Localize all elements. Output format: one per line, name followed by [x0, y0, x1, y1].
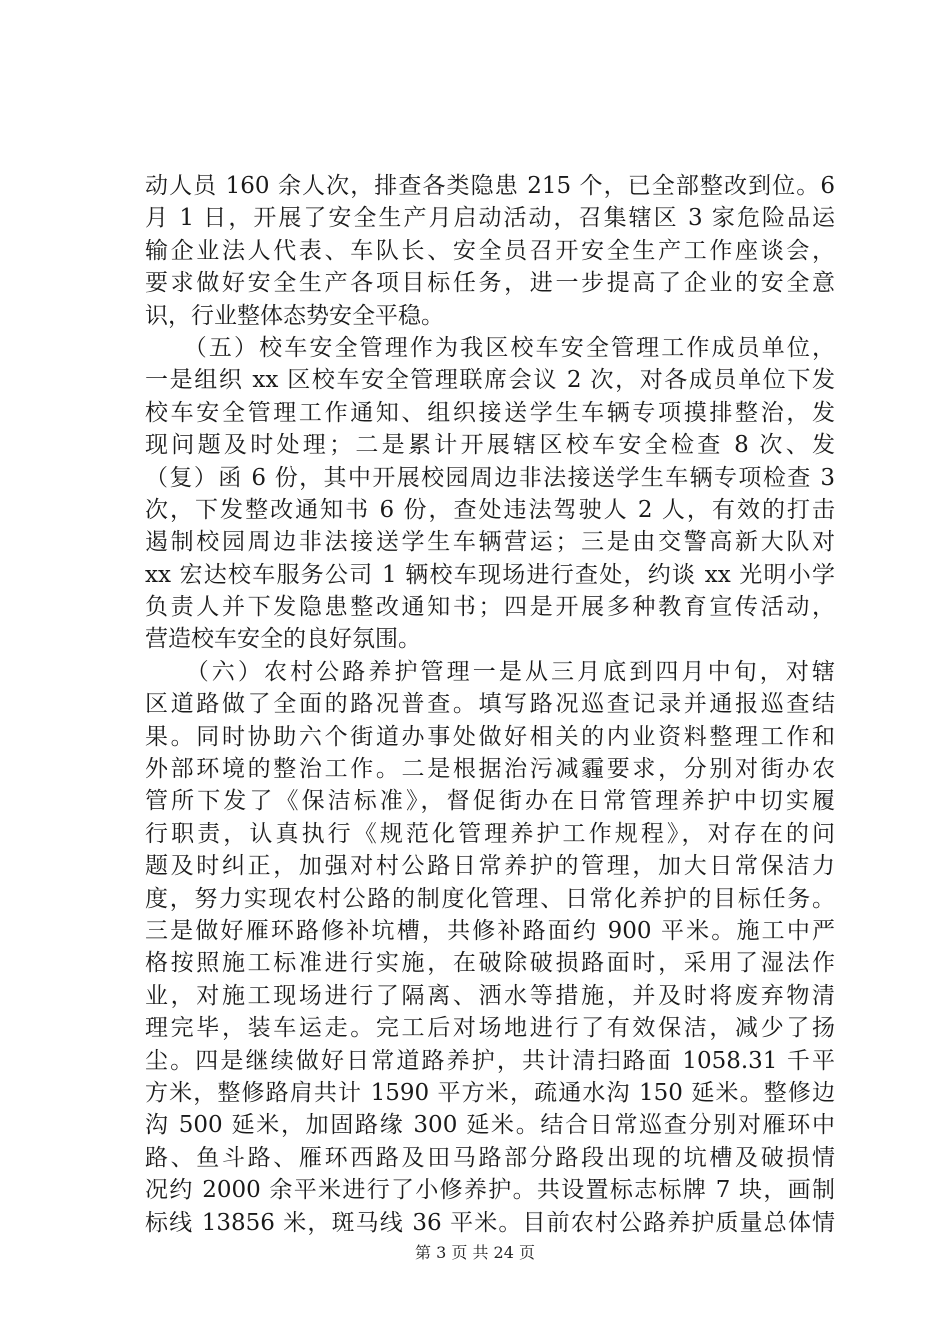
text-line: 外部环境的整治工作。二是根据治污减霾要求，分别对街办农: [145, 756, 835, 783]
text-line: xx 宏达校车服务公司 1 辆校车现场进行查处，约谈 xx 光明小学: [145, 561, 835, 588]
text-line: 理完毕，装车运走。完工后对场地进行了有效保洁，减少了扬: [145, 1015, 835, 1042]
text-line: 月 1 日，开展了安全生产月启动活动，召集辖区 3 家危险品运: [145, 205, 835, 232]
text-line: 管所下发了《保洁标准》，督促街办在日常管理养护中切实履: [145, 788, 835, 815]
text-line: 沟 500 延米，加固路缘 300 延米。结合日常巡查分别对雁环中: [145, 1112, 835, 1139]
text-line: 区道路做了全面的路况普查。填写路况巡查记录并通报巡查结: [145, 691, 835, 718]
text-line: 识，行业整体态势安全平稳。: [145, 302, 444, 329]
text-line: 现问题及时处理；二是累计开展辖区校车安全检查 8 次、发: [145, 432, 835, 459]
text-line: 果。同时协助六个街道办事处做好相关的内业资料整理工作和: [145, 723, 835, 750]
text-line: （复）函 6 份，其中开展校园周边非法接送学生车辆专项检查 3: [145, 464, 835, 491]
text-line: 度，努力实现农村公路的制度化管理、日常化养护的目标任务。: [145, 885, 835, 912]
text-line: 遏制校园周边非法接送学生车辆营运；三是由交警高新大队对: [145, 529, 835, 556]
text-line: 方米，整修路肩共计 1590 平方米，疏通水沟 150 延米。整修边: [145, 1079, 835, 1106]
document-body: [145, 170, 835, 1239]
text-line: 一是组织 xx 区校车安全管理联席会议 2 次，对各成员单位下发: [145, 367, 835, 394]
text-line: 题及时纠正，加强对村公路日常养护的管理，加大日常保洁力: [145, 853, 835, 880]
text-line: 格按照施工标准进行实施，在破除破损路面时，采用了湿法作: [145, 950, 835, 977]
text-line: 尘。四是继续做好日常道路养护，共计清扫路面 1058.31 千平: [145, 1047, 835, 1074]
text-line: 行职责，认真执行《规范化管理养护工作规程》，对存在的问: [145, 820, 835, 847]
text-line: （五）校车安全管理作为我区校车安全管理工作成员单位，: [145, 334, 835, 361]
text-line: 三是做好雁环路修补坑槽，共修补路面约 900 平米。施工中严: [145, 917, 835, 944]
text-line: 输企业法人代表、车队长、安全员召开安全生产工作座谈会，: [145, 237, 835, 264]
text-line: 标线 13856 米，斑马线 36 平米。目前农村公路养护质量总体情: [145, 1209, 835, 1236]
text-line: 校车安全管理工作通知、组织接送学生车辆专项摸排整治，发: [145, 399, 835, 426]
text-line: 营造校车安全的良好氛围。: [145, 626, 421, 653]
text-line: 次，下发整改通知书 6 份，查处违法驾驶人 2 人，有效的打击: [145, 496, 835, 523]
page-number-label: 第 3 页 共 24 页: [415, 1243, 535, 1262]
text-line: 动人员 160 余人次，排查各类隐患 215 个，已全部整改到位。6: [145, 173, 835, 199]
text-line: 要求做好安全生产各项目标任务，进一步提高了企业的安全意: [145, 270, 835, 297]
text-line: 路、鱼斗路、雁环西路及田马路部分路段出现的坑槽及破损情: [145, 1144, 835, 1171]
text-line: 况约 2000 余平米进行了小修养护。共设置标志标牌 7 块，画制: [145, 1177, 835, 1204]
page-footer: [0, 1243, 950, 1263]
text-line: 负责人并下发隐患整改通知书；四是开展多种教育宣传活动，: [145, 594, 835, 621]
text-line: （六）农村公路养护管理一是从三月底到四月中旬，对辖: [145, 658, 835, 685]
text-line: 业，对施工现场进行了隔离、洒水等措施，并及时将废弃物清: [145, 982, 835, 1009]
